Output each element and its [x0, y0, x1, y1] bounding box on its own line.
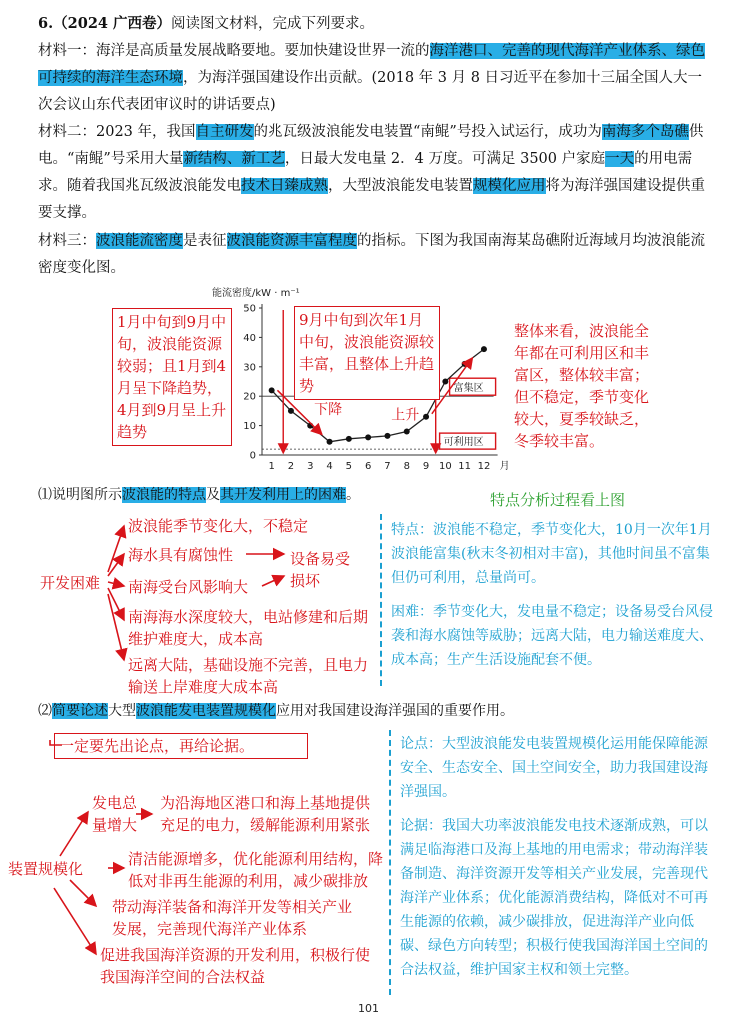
x-tick-label: 12: [477, 461, 491, 472]
q1-text: ⑴说明图所示波浪能的特点及其开发利用上的困难。: [38, 487, 360, 503]
y-tick-label: 20: [243, 391, 256, 403]
y-tick-label: 10: [243, 421, 256, 433]
highlight: 技术日臻成熟: [241, 178, 328, 194]
q1-item-3: 南海海水深度较大，电站修建和后期维护难度大，成本高: [128, 608, 369, 648]
q1-difficulty: 困难：季节变化大，发电量不稳定；设备易受台风侵袭和海水腐蚀等威胁；远离大陆，电力输送难度大、成本高；生产生活设施配套不便。: [391, 604, 713, 668]
question-source: （2024 广西卷）: [53, 15, 172, 32]
x-tick-label: 5: [345, 461, 353, 472]
data-point: [269, 387, 275, 393]
q2-thesis: 论点：大型波浪能发电装置规模化运用能保障能源安全、生态安全、国土空间安全，助力我国建设海洋强国。: [400, 736, 708, 800]
q1-item-0: 波浪能季节变化大，不稳定: [128, 517, 309, 535]
q1-item-2: 南海受台风影响大: [128, 578, 249, 596]
highlight: 海洋港口、完善的现代海洋产业体系、绿色: [429, 43, 705, 59]
page-number: 101: [358, 1002, 379, 1015]
q1-item-4: 远离大陆，基础设施不完善，且电力输送上岸难度大成本高: [128, 656, 369, 696]
trend-down-label: 下降: [314, 401, 343, 418]
highlight: 简要论述: [52, 703, 108, 719]
q2-sub-node: 发电总量增大: [92, 794, 138, 834]
question-header: [38, 10, 710, 38]
data-point: [481, 346, 487, 352]
rich-zone-label: 富集区: [453, 383, 484, 395]
x-tick-label: 11: [458, 461, 472, 472]
data-point: [327, 439, 333, 445]
right-summary-note: 整体来看，波浪能全年都在可利用区和丰富区，整体较丰富；但不稳定，季节变化较大，夏季较缺乏，冬季较丰富。: [514, 322, 650, 450]
y-tick-label: 30: [243, 362, 256, 374]
highlight: 新结构、新工艺: [183, 151, 285, 167]
x-tick-label: 4: [326, 461, 333, 472]
data-point: [384, 433, 390, 439]
data-point: [404, 428, 410, 434]
q1-answer: [391, 518, 717, 672]
x-tick-label: 9: [422, 461, 430, 472]
highlight: 一天: [605, 151, 635, 167]
mid-analysis-box: 9月中旬到次年1月中旬，波浪能资源较丰富，且整体上升趋势: [294, 306, 440, 400]
data-point: [346, 436, 352, 442]
q2-center-label: 装置规模化: [8, 860, 84, 878]
x-tick-label: 2: [287, 461, 295, 472]
highlight: 规模化应用: [473, 178, 546, 194]
q2-answer: [400, 732, 718, 982]
material-1: 材料一：海洋是高质量发展战略要地。要加快建设世界一流的海洋港口、完善的现代海洋产业体系、绿色可持续的海洋生态环境，为海洋强国建设作出贡献。(2018 年 3 月 8 日习近平在参加十三届全国人大一次会议山东代表团审议时的讲话要点): [38, 43, 705, 113]
highlight: 波浪能发电装置规模化: [136, 703, 276, 719]
q2-evidence: 论据：我国大功率波浪能发电技术逐渐成熟，可以满足临海港口及海上基地的用电需求；带动海洋装备制造、海洋资源开发等相关产业发展，完善现代海洋产业体系；优化能源消费结构，降低对不可再生能源的依赖，减少碳排放，促进海洋产业向低碳、绿色方向转型；积极行使我国海洋国土空间的合法权益，维护国家主权和领土完整。: [400, 818, 708, 978]
highlight: 波浪能资源丰富程度: [226, 233, 357, 249]
highlight: 可持续的海洋生态环境: [38, 70, 183, 86]
question-instruction: 阅读图文材料，完成下列要求。: [171, 16, 375, 32]
question-number: 6.: [38, 15, 54, 32]
x-tick-label: 1: [268, 461, 275, 472]
highlight: 其开发利用上的困难: [220, 487, 346, 503]
x-tick-label: 10: [438, 461, 452, 472]
data-point: [442, 379, 448, 385]
x-tick-label: 3: [307, 461, 314, 472]
q1-item-1: 海水具有腐蚀性: [128, 546, 234, 564]
y-axis-label: 能流密度/kW · m⁻¹: [212, 288, 300, 299]
q2-item-2: 促进我国海洋资源的开发利用，积极行使我国海洋空间的合法权益: [100, 946, 371, 986]
y-tick-label: 0: [249, 450, 256, 462]
q1-answer-divider: [380, 514, 382, 686]
q2-answer-divider: [389, 730, 391, 995]
data-point: [423, 414, 429, 420]
data-point: [365, 434, 371, 440]
x-unit-label: 月: [499, 461, 510, 472]
q2-item-0: 清洁能源增多，优化能源利用结构，降低对非再生能源的利用，减少碳排放: [128, 850, 384, 890]
left-analysis-box: 1月中旬到9月中旬，波浪能资源较弱；且1月到4月呈下降趋势，4月到9月呈上升趋势: [112, 308, 232, 446]
y-tick-label: 50: [243, 303, 256, 315]
highlight: 南海多个岛礁: [601, 124, 689, 140]
q2-sub-result: 为沿海地区港口和海上基地提供充足的电力，缓解能源利用紧张: [160, 794, 371, 834]
highlight: 自主研发: [195, 124, 254, 140]
highlight: 波浪能流密度: [96, 233, 183, 249]
q1-feature: 特点：波浪能不稳定，季节变化大，10月一次年1月波浪能富集(秋末冬初相对丰富)，其他时间虽不富集但仍可利用，总量尚可。: [391, 522, 712, 586]
trend-up-label: 上升: [391, 407, 420, 424]
x-tick-label: 8: [403, 461, 410, 472]
y-tick-label: 40: [243, 332, 256, 344]
material-3: 材料三：波浪能流密度是表征波浪能资源丰富程度的指标。下图为我国南海某岛礁附近海域月均波浪能流密度变化图。: [38, 233, 705, 276]
q1-center-label: 开发困难: [40, 574, 101, 592]
q1-result: 设备易受损坏: [290, 550, 351, 590]
green-note: 特点分析过程看上图: [490, 491, 626, 509]
data-point: [288, 408, 294, 414]
q2-text: ⑵简要论述大型波浪能发电装置规模化应用对我国建设海洋强国的重要作用。: [38, 703, 514, 719]
x-tick-label: 6: [364, 461, 372, 472]
q2-item-1: 带动海洋装备和海洋开发等相关产业发展，完善现代海洋产业体系: [112, 898, 353, 938]
q2-tip-box: 一定要先出论点，再给论据。: [54, 733, 308, 759]
usable-zone-label: 可利用区: [443, 437, 484, 449]
highlight: 波浪能的特点: [122, 487, 206, 503]
material-2: 材料二：2023 年，我国自主研发的兆瓦级波浪能发电装置“南鲲”号投入试运行，成功为南海多个岛礁供电。“南鲲”号采用大量新结构、新工艺，日最大发电量 2．4 万度。可满足 3500 户家庭一天的用电需求。随着我国兆瓦级波浪能发电技术日臻成熟，大型波浪能发电装置规模化应用将为海洋强国建设提供重要支撑。: [38, 124, 705, 221]
x-tick-label: 7: [384, 461, 391, 472]
